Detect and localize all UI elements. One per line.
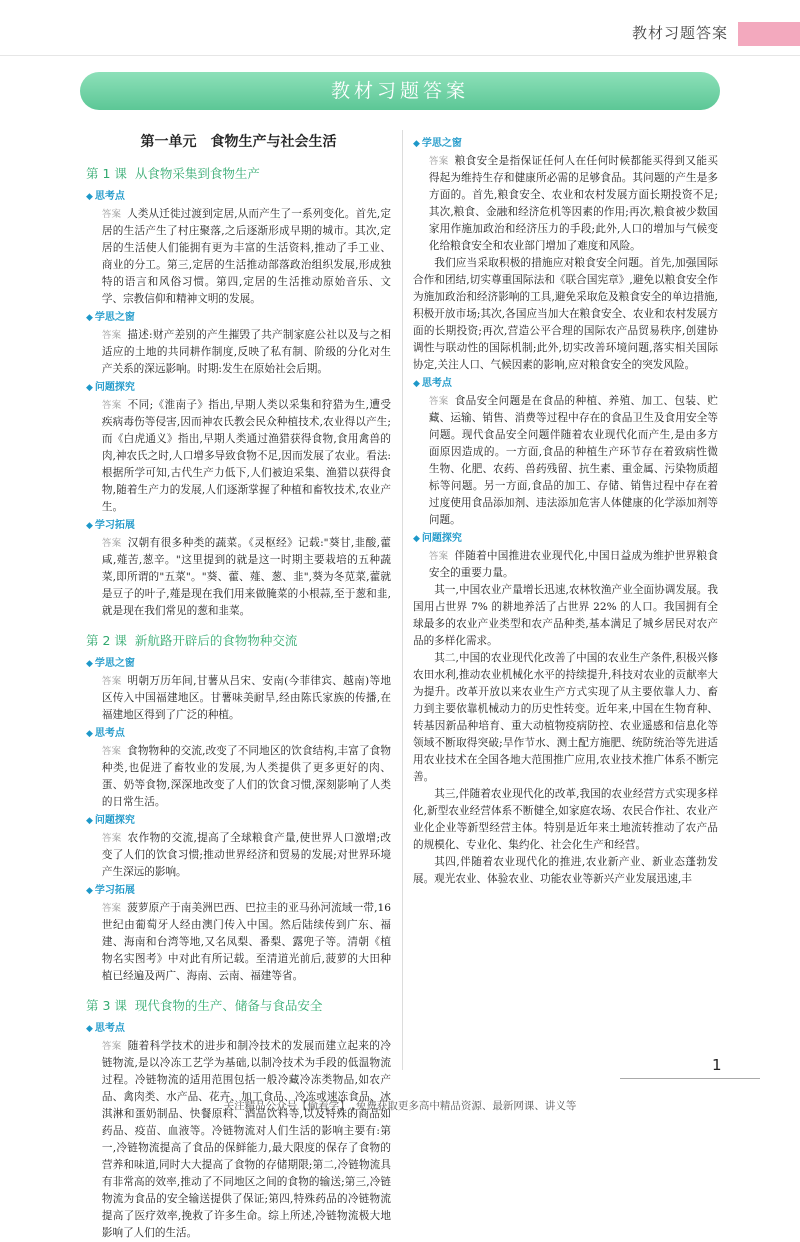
answer-tag: 答案 xyxy=(428,551,449,562)
lesson-title: 新航路开辟后的食物物种交流 xyxy=(134,633,298,648)
diamond-icon: ◆ xyxy=(413,534,420,544)
body-paragraph: 其一,中国农业产量增长迅速,农林牧渔产业全面协调发展。我国用占世界 7% 的耕地养活了占世界 22% 的人口。我国拥有全球最多的农业产业类型和农产品种类,基本满足了城乡居民对农产品的多样化需求。 xyxy=(413,584,718,647)
section-heading: ◆ 思考点 xyxy=(413,378,452,389)
body-paragraph: 我们应当采取积极的措施应对粮食安全问题。首先,加强国际合作和团结,切实尊重国际法和《联合国宪章》,避免以粮食安全作为施加政治和经济影响的工具,避免采取危及粮食安全的单边措施,积极开放市场;其次,各国应当加大在粮食安全、农业和农村发展方面的长期投资;再次,营造公平合理的国际农产品贸易秩序,创建协调性与联动性的国际机制;此外,切实改善环境问题,落实相关国际协定,关注人口、气候因素的影响,应对粮食安全的突发风险。 xyxy=(413,257,718,371)
answer-tag: 答案 xyxy=(101,833,122,844)
title-banner: 教材习题答案 xyxy=(80,72,720,110)
lesson-number: 第 1 课 xyxy=(86,166,127,181)
diamond-icon: ◆ xyxy=(86,729,93,739)
lesson-number: 第 2 课 xyxy=(86,633,127,648)
answer-tag: 答案 xyxy=(101,330,122,341)
answer-tag: 答案 xyxy=(101,1041,122,1052)
answer-paragraph: 答案 菠萝原产于南美洲巴西、巴拉圭的亚马孙河流域一带,16 世纪由葡萄牙人经由澳门传入中国。然后陆续传到广东、福建、海南和台湾等地,又名凤梨、番梨、露兜子等。清朝《植物名实图考》中对此有所记载。至清道光前后,菠萝的大田种植已经遍及两广、海南、云南、福建等省。 xyxy=(101,902,391,982)
section-heading: ◆ 学思之窗 xyxy=(86,658,135,669)
answer-paragraph: 答案 伴随着中国推进农业现代化,中国日益成为维护世界粮食安全的重要力量。 xyxy=(428,550,718,579)
header-label: 教材习题答案 xyxy=(631,24,728,42)
section-heading: ◆ 思考点 xyxy=(86,728,125,739)
section-heading: ◆ 学习拓展 xyxy=(86,520,135,531)
diamond-icon: ◆ xyxy=(86,1024,93,1034)
diamond-icon: ◆ xyxy=(86,521,93,531)
diamond-icon: ◆ xyxy=(413,379,420,389)
page-number-rule xyxy=(620,1078,760,1079)
lesson-2-heading xyxy=(86,632,391,649)
answer-paragraph: 答案 食品安全问题是在食品的种植、养殖、加工、包装、贮藏、运输、销售、消费等过程中存在的食品卫生及食用安全等问题。现代食品安全问题伴随着农业现代化而产生,是由多方面原因造成的。一方面,食品的种植生产环节存在着致病性微生物、化肥、农药、兽药残留、抗生素、重金属、污染物质超标等问题。另一方面,食品的加工、存储、销售过程中存在着过度使用食品添加剂、违法添加危害人体健康的化学添加剂等问题。 xyxy=(428,395,718,526)
answer-paragraph: 答案 明朝万历年间,甘薯从吕宋、安南(今菲律宾、越南)等地区传入中国福建地区。甘薯味美耐旱,经由陈氏家族的传播,在福建地区得到了广泛的种植。 xyxy=(101,675,391,721)
section-heading: ◆ 学习拓展 xyxy=(86,885,135,896)
answer-tag: 答案 xyxy=(101,209,122,220)
answer-paragraph: 答案 农作物的交流,提高了全球粮食产量,使世界人口激增;改变了人们的饮食习惯;推动世界经济和贸易的发展;对世界环境产生深远的影响。 xyxy=(101,832,391,878)
lesson-1-heading xyxy=(86,165,391,182)
diamond-icon: ◆ xyxy=(86,886,93,896)
section-heading: ◆ 问题探究 xyxy=(413,533,462,544)
answer-tag: 答案 xyxy=(101,676,122,687)
section-heading: ◆ 学思之窗 xyxy=(413,138,462,149)
diamond-icon: ◆ xyxy=(86,816,93,826)
diamond-icon: ◆ xyxy=(86,383,93,393)
lesson-3-heading xyxy=(86,997,391,1014)
body-paragraph: 其二,中国的农业现代化改善了中国的农业生产条件,积极兴修农田水利,推动农业机械化水平的持续提升,科技对农业的贡献率大为提升。改革开放以来农业生产方式实现了从主要依靠人力、畜力到主要依靠机械动力的历史性转变。近年来,中国在生物育种、转基因新品种培育、重大动植物疫病防控、农业遥感和信息化等领域不断取得突破;旱作节水、测土配方施肥、统防统治等先进适用农业技术在全国各地大范围推广应用,农业技术推广体系不断完善。 xyxy=(413,652,718,783)
header-accent-block xyxy=(738,22,800,46)
answer-paragraph: 答案 粮食安全是指保证任何人在任何时候都能买得到又能买得起为维持生存和健康所必需的足够食品。其问题的产生是多方面的。首先,粮食安全、农业和农村发展方面长期投资不足;其次,粮食、金融和经济危机等因素的作用;再次,粮食被少数国家用作施加政治和经济压力的手段;此外,人口的增加与气候变化给粮食安全和农业部门增加了难度和风险。 xyxy=(428,155,718,252)
answer-paragraph: 答案 描述:财产差别的产生摧毁了共产制家庭公社以及与之相适应的土地的共同耕作制度,反映了私有制、阶级的分化对生产关系的深远影响。时期:发生在原始社会后期。 xyxy=(101,329,391,375)
answer-tag: 答案 xyxy=(101,538,122,549)
diamond-icon: ◆ xyxy=(413,139,420,149)
section-heading: ◆ 问题探究 xyxy=(86,815,135,826)
answer-tag: 答案 xyxy=(428,156,449,167)
lesson-number: 第 3 课 xyxy=(86,998,127,1013)
section-heading: ◆ 思考点 xyxy=(86,1023,125,1034)
diamond-icon: ◆ xyxy=(86,313,93,323)
page-header xyxy=(0,0,800,60)
unit-title: 第一单元 食物生产与社会生活 xyxy=(140,134,337,150)
column-divider xyxy=(402,130,403,1070)
answer-tag: 答案 xyxy=(101,746,122,757)
section-heading: ◆ 学思之窗 xyxy=(86,312,135,323)
answer-tag: 答案 xyxy=(101,400,122,411)
answer-paragraph: 答案 人类从迁徙过渡到定居,从而产生了一系列变化。首先,定居的生活产生了村庄聚落,之后逐渐形成早期的城市。其次,定居的生活使人们能拥有更为丰富的生活资料,推动了手工业、商业的分工。第三,定居的生活推动部落政治组织发展,形成独特的语言和风俗习惯。第四,定居的生活推动原始音乐、文学、宗教信仰和精神文明的发展。 xyxy=(101,208,391,305)
answer-paragraph: 答案 汉朝有很多种类的蔬菜。《灵枢经》记载:"葵甘,韭酸,藿咸,薤苦,葱辛。"这里提到的就是这一时期主要栽培的五种蔬菜,即所谓的"五菜"。"葵、藿、薤、葱、韭",葵为冬苋菜,藿就是豆子的叶子,薤是现在我们用来做腌菜的小根蒜,至于葱和韭,就是现在我们常见的葱和韭菜。 xyxy=(101,537,391,617)
lesson-title: 现代食物的生产、储备与食品安全 xyxy=(134,998,323,1013)
answer-paragraph: 答案 食物物种的交流,改变了不同地区的饮食结构,丰富了食物种类,也促进了畜牧业的发展,为人类提供了更多更好的肉、蛋、奶等食物,深深地改变了人们的饮食习惯,深刻影响了人类的日常生活。 xyxy=(101,745,391,808)
footer-note: 关注精品公众号【偷着学】,免费获取更多高中精品资源、最新网课、讲义等 xyxy=(223,1100,577,1112)
answer-tag: 答案 xyxy=(101,903,122,914)
section-heading: ◆ 问题探究 xyxy=(86,382,135,393)
left-column xyxy=(86,128,391,1242)
body-paragraph: 其四,伴随着农业现代化的推进,农业新产业、新业态蓬勃发展。观光农业、体验农业、功能农业等新兴产业发展迅速,丰 xyxy=(413,856,718,885)
section-heading: ◆ 思考点 xyxy=(86,191,125,202)
right-column xyxy=(413,134,718,888)
answer-paragraph: 答案 不同;《淮南子》指出,早期人类以采集和狩猎为生,遭受疾病毒伤等侵害,因而神农氏教会民众种植技术,农业得以产生;而《白虎通义》指出,早期人类通过渔猎获得食物,食用禽兽的肉,神农氏之时,人口增多导致食物不足,因而发展了农业。看法:根据所学可知,古代生产力低下,人们被迫采集、渔猎以获得食物,随着生产力的发展,人们逐渐掌握了种植和畜牧技术,农业产生。 xyxy=(101,399,391,513)
diamond-icon: ◆ xyxy=(86,659,93,669)
diamond-icon: ◆ xyxy=(86,192,93,202)
answer-paragraph: 答案 随着科学技术的进步和制冷技术的发展而建立起来的冷链物流,是以冷冻工艺学为基础,以制冷技术为手段的低温物流过程。冷链物流的适用范围包括一般冷藏冷冻类物品,如农产品、禽肉类、水产品、花卉、加工食品、冷冻或速冻食品、冰淇淋和蛋奶制品、快餐原料、酒品饮料等,以及特殊的商品如药品、疫苗、血液等。冷链物流对人们生活的影响主要有:第一,冷链物流提高了食品的保鲜能力,最大限度的保存了食物的营养和味道,同时大大提高了食物的存储期限;第二,冷链物流具有非常高的效率,推动了不同地区之间的食物的输送;第三,冷链物流为食品的安全输送提供了保证;第四,特殊药品的冷链物流提高了医疗效率,挽救了许多生命。综上所述,冷链物流极大地影响了人们的生活。 xyxy=(101,1040,391,1239)
lesson-title: 从食物采集到食物生产 xyxy=(134,166,260,181)
page-number: 1 xyxy=(712,1056,722,1074)
answer-tag: 答案 xyxy=(428,396,449,407)
header-rule xyxy=(0,55,800,56)
body-paragraph: 其三,伴随着农业现代化的改革,我国的农业经营方式实现多样化,新型农业经营体系不断健全,如家庭农场、农民合作社、农业产业化企业等新型经营主体。特别是近年来土地流转推动了农产品的规模化、专业化、集约化、社会化生产和经营。 xyxy=(413,788,718,851)
